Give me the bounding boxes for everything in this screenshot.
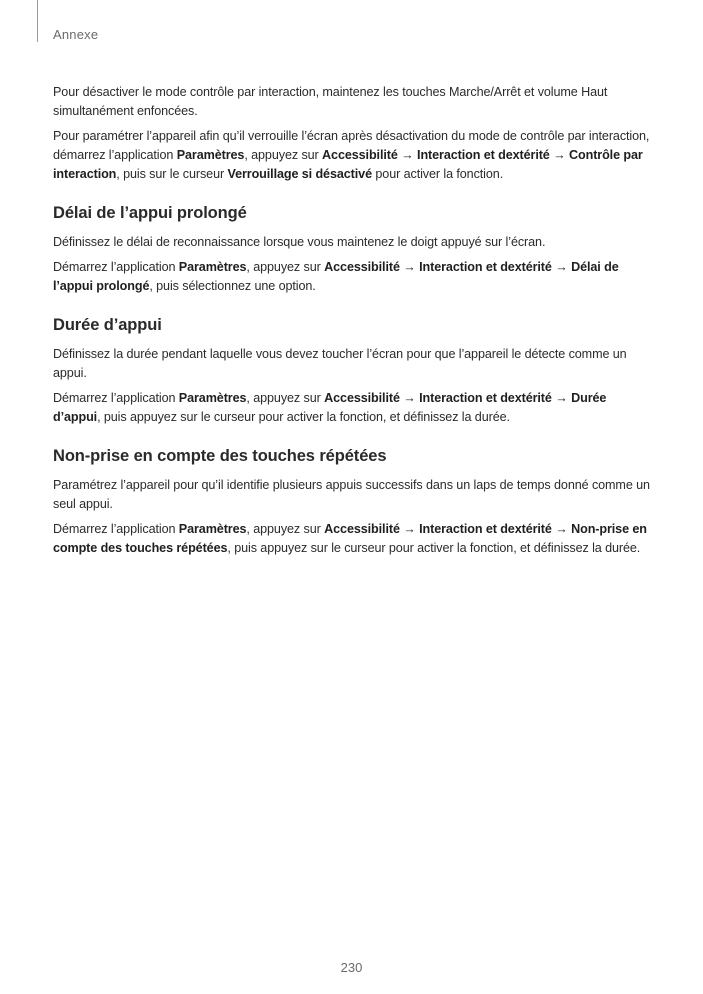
section-paragraph: [53, 476, 651, 514]
section-long-press-delay: [53, 202, 651, 296]
text-run: →: [551, 260, 572, 274]
bold-run: Interaction et dextérité: [419, 391, 552, 405]
text-run: , appuyez sur: [246, 522, 325, 536]
section-tap-duration: [53, 314, 651, 427]
text-run: Démarrez l’application: [53, 391, 179, 405]
bold-run: Durée d’appui: [53, 391, 607, 424]
intro-paragraph: [53, 83, 651, 121]
bold-run: Délai de l’appui prolongé: [53, 260, 619, 293]
intro-block: [53, 83, 651, 184]
text-run: Pour paramétrer l’appareil afin qu’il verrouille l’écran après désactivation du mode de contrôle par interaction, démarrez l’application: [53, 129, 650, 162]
text-run: →: [399, 522, 420, 536]
page-content: [53, 83, 651, 564]
text-run: Définissez la durée pendant laquelle vous devez toucher l’écran pour que l’appareil le détecte comme un appui.: [53, 347, 627, 380]
bold-run: Accessibilité: [324, 391, 400, 405]
text-run: Pour désactiver le mode contrôle par interaction, maintenez les touches Marche/Arrêt et volume Haut simultanément enfoncées.: [53, 85, 608, 118]
text-run: , puis appuyez sur le curseur pour activer la fonction, et définissez la durée.: [97, 410, 510, 424]
section-paragraph: [53, 520, 651, 558]
bold-run: Paramètres: [178, 522, 247, 536]
text-run: , puis appuyez sur le curseur pour activer la fonction, et définissez la durée.: [227, 541, 641, 555]
section-paragraph: [53, 345, 651, 383]
text-run: →: [551, 391, 572, 405]
section-title: Durée d’appui: [53, 316, 162, 334]
bold-run: Contrôle par interaction: [53, 148, 643, 181]
text-run: →: [551, 522, 572, 536]
running-header: Annexe: [53, 27, 99, 42]
text-run: →: [549, 148, 570, 162]
bold-run: Non-prise en compte des touches répétées: [53, 522, 647, 555]
section-paragraph: [53, 233, 651, 252]
bold-run: Paramètres: [178, 391, 247, 405]
text-run: Démarrez l’application: [53, 260, 179, 274]
text-run: pour activer la fonction.: [371, 167, 504, 181]
text-run: Démarrez l’application: [53, 522, 179, 536]
text-run: , appuyez sur: [246, 391, 325, 405]
text-run: Paramétrez l’appareil pour qu’il identifie plusieurs appuis successifs dans un laps de temps donné comme un seul appui.: [53, 478, 650, 511]
bold-run: Interaction et dextérité: [417, 148, 550, 162]
text-run: →: [397, 148, 418, 162]
text-run: , puis sélectionnez une option.: [149, 279, 316, 293]
bold-run: Interaction et dextérité: [419, 260, 552, 274]
text-run: →: [399, 260, 420, 274]
text-run: Définissez le délai de reconnaissance lorsque vous maintenez le doigt appuyé sur l’écran.: [53, 235, 546, 249]
intro-paragraph: [53, 127, 651, 184]
section-paragraph: [53, 389, 651, 427]
bold-run: Verrouillage si désactivé: [227, 167, 372, 181]
margin-rule: [37, 0, 38, 42]
section-title: Délai de l’appui prolongé: [53, 204, 247, 222]
bold-run: Accessibilité: [324, 260, 400, 274]
section-ignore-repeated-touches: [53, 445, 651, 558]
bold-run: Interaction et dextérité: [419, 522, 552, 536]
bold-run: Accessibilité: [322, 148, 398, 162]
bold-run: Paramètres: [178, 260, 247, 274]
text-run: , appuyez sur: [244, 148, 323, 162]
text-run: , puis sur le curseur: [116, 167, 228, 181]
bold-run: Accessibilité: [324, 522, 400, 536]
text-run: →: [399, 391, 420, 405]
page-number: 230: [340, 960, 363, 975]
section-title: Non-prise en compte des touches répétées: [53, 447, 387, 465]
text-run: , appuyez sur: [246, 260, 325, 274]
section-paragraph: [53, 258, 651, 296]
bold-run: Paramètres: [176, 148, 245, 162]
